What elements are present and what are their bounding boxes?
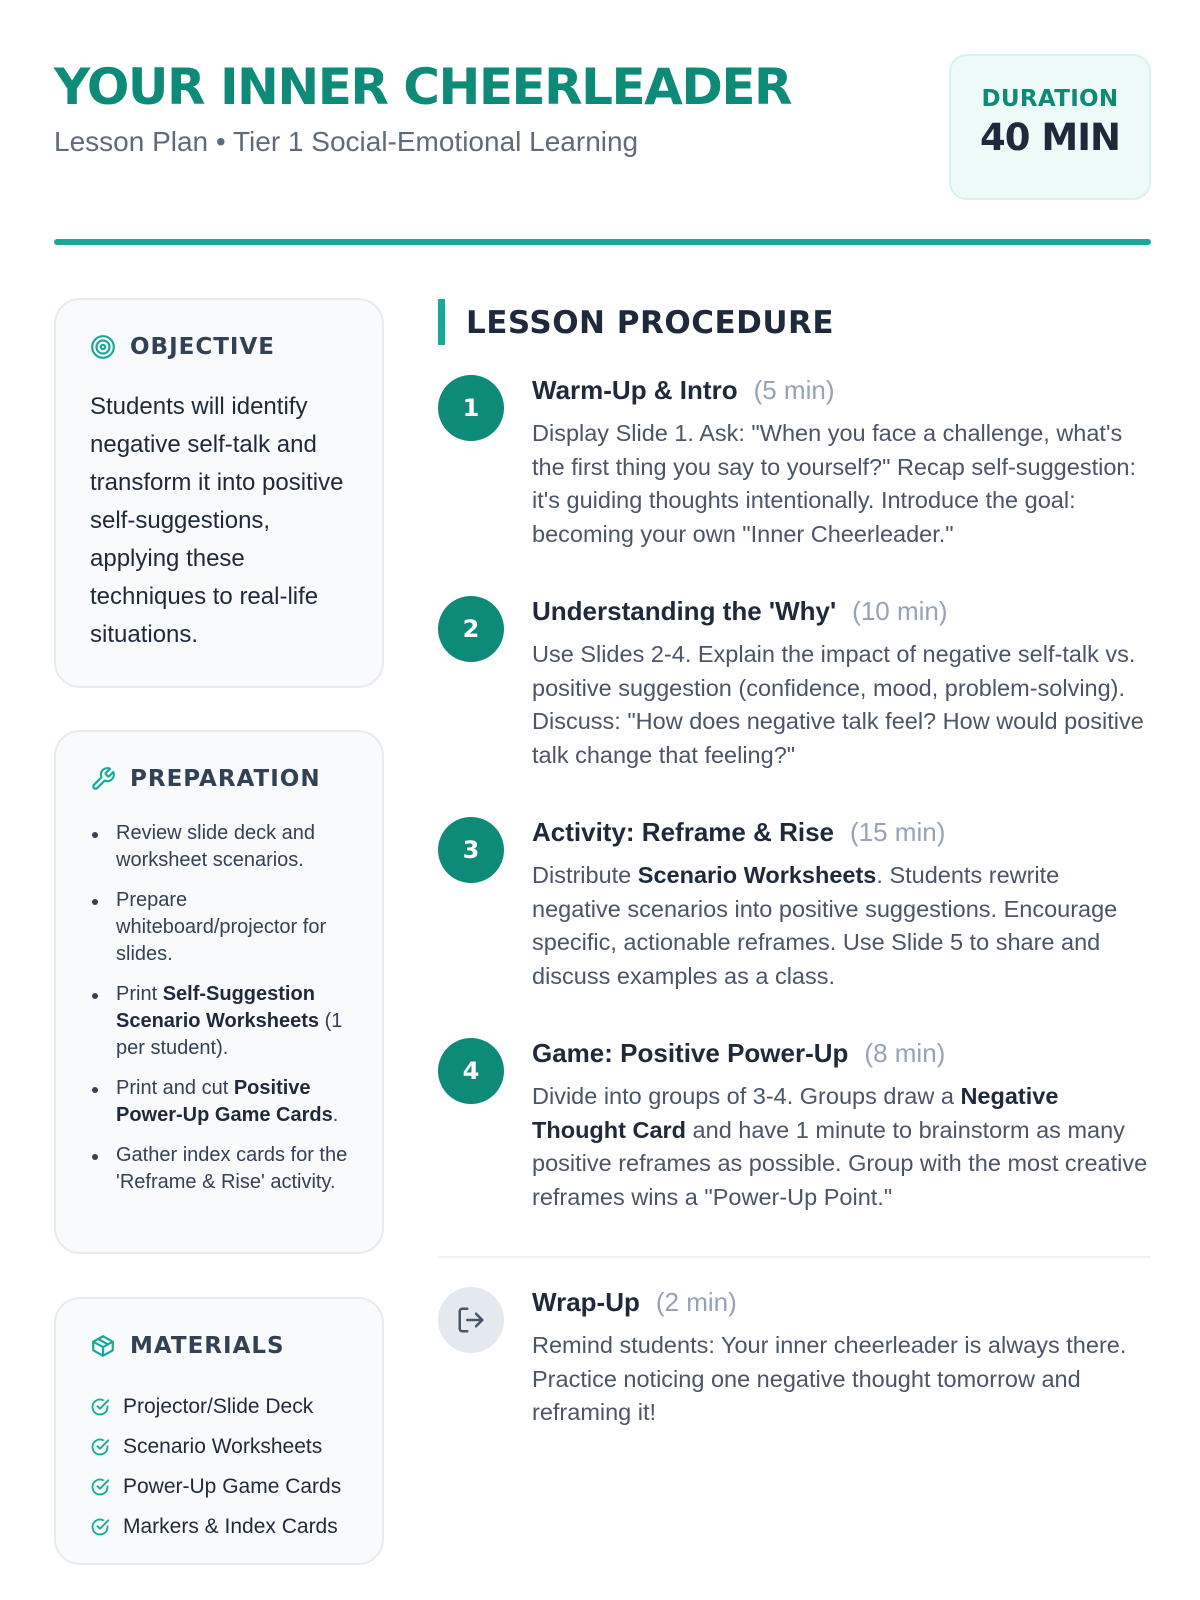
materials-item: Power-Up Game Cards	[90, 1467, 341, 1507]
check-circle-icon	[90, 1397, 110, 1417]
procedure-title: LESSON PROCEDURE	[466, 305, 835, 341]
step-title: Activity: Reframe & Rise	[532, 817, 834, 847]
section-divider	[438, 1256, 1151, 1258]
duration-label: DURATION	[981, 86, 1119, 112]
preparation-item: Print Self-Suggestion Scenario Worksheets (1 per student).	[90, 981, 370, 1062]
preparation-heading	[90, 766, 321, 792]
step-description: Distribute Scenario Worksheets. Students rewrite negative scenarios into positive suggestions. Encourage specific, actionable reframes. Use Slide 5 to share and discuss examples as a class.	[532, 862, 1118, 989]
step-duration: (8 min)	[864, 1038, 946, 1068]
duration-value: 40 MIN	[980, 116, 1120, 159]
check-circle-icon	[90, 1477, 110, 1497]
preparation-card	[54, 730, 384, 1254]
step-duration: (10 min)	[852, 596, 948, 626]
check-circle-icon	[90, 1437, 110, 1457]
procedure-accent-bar	[438, 299, 445, 345]
step-duration: (5 min)	[753, 375, 835, 405]
preparation-item: Print and cut Positive Power-Up Game Cards.	[90, 1075, 370, 1129]
objective-text: Students will identify negative self-talk and transform it into positive self-suggestions, applying these techniques to real-life situations.	[90, 393, 344, 648]
step-number-badge: 4	[438, 1038, 504, 1104]
step-description: Divide into groups of 3-4. Groups draw a Negative Thought Card and have 1 minute to brainstorm as many positive reframes as possible. Group with the most creative reframes wins a "Power-Up Point."	[532, 1083, 1148, 1210]
preparation-title: PREPARATION	[130, 766, 321, 792]
wrap-up-title: Wrap-Up	[532, 1287, 640, 1317]
objective-heading	[90, 334, 275, 360]
step-description: Display Slide 1. Ask: "When you face a challenge, what's the first thing you say to yourself?" Recap self-suggestion: it's guiding thoughts intentionally. Introduce the goal: becoming your own "Inner Cheerleader."	[532, 420, 1136, 547]
materials-list	[90, 1387, 341, 1547]
wrench-icon	[90, 766, 116, 792]
lesson-subtitle: Lesson Plan • Tier 1 Social-Emotional Learning	[54, 126, 639, 157]
header-divider	[54, 239, 1151, 245]
check-circle-icon	[90, 1517, 110, 1537]
box-icon	[90, 1333, 116, 1359]
objective-card	[54, 298, 384, 688]
objective-title: OBJECTIVE	[130, 334, 275, 360]
materials-item: Projector/Slide Deck	[90, 1387, 341, 1427]
target-icon	[90, 334, 116, 360]
materials-item: Scenario Worksheets	[90, 1427, 341, 1467]
step-title: Warm-Up & Intro	[532, 375, 738, 405]
step-title: Game: Positive Power-Up	[532, 1038, 849, 1068]
lesson-title: YOUR INNER CHEERLEADER	[54, 58, 792, 116]
procedure-heading	[438, 299, 1151, 345]
step-duration: (15 min)	[850, 817, 946, 847]
step-title: Understanding the 'Why'	[532, 596, 837, 626]
preparation-item: Review slide deck and worksheet scenarios.	[90, 820, 370, 874]
materials-heading	[90, 1333, 285, 1359]
step-number-badge: 2	[438, 596, 504, 662]
materials-card	[54, 1297, 384, 1565]
step-description: Use Slides 2-4. Explain the impact of negative self-talk vs. positive suggestion (confidence, mood, problem-solving). Discuss: "How does negative talk feel? How would positive talk change that feeling?"	[532, 641, 1144, 768]
preparation-item: Prepare whiteboard/projector for slides.	[90, 887, 370, 968]
exit-icon	[456, 1305, 486, 1335]
wrap-up-description: Remind students: Your inner cheerleader is always there. Practice noticing one negative thought tomorrow and reframing it!	[532, 1332, 1127, 1425]
step-number-badge: 3	[438, 817, 504, 883]
materials-item: Markers & Index Cards	[90, 1507, 341, 1547]
wrap-up-badge	[438, 1287, 504, 1353]
preparation-item: Gather index cards for the 'Reframe & Rise' activity.	[90, 1142, 370, 1196]
duration-card	[949, 54, 1151, 200]
materials-title: MATERIALS	[130, 1333, 285, 1359]
wrap-up-duration: (2 min)	[655, 1287, 737, 1317]
preparation-list	[90, 820, 370, 1209]
step-number-badge: 1	[438, 375, 504, 441]
lesson-header	[54, 52, 1151, 202]
